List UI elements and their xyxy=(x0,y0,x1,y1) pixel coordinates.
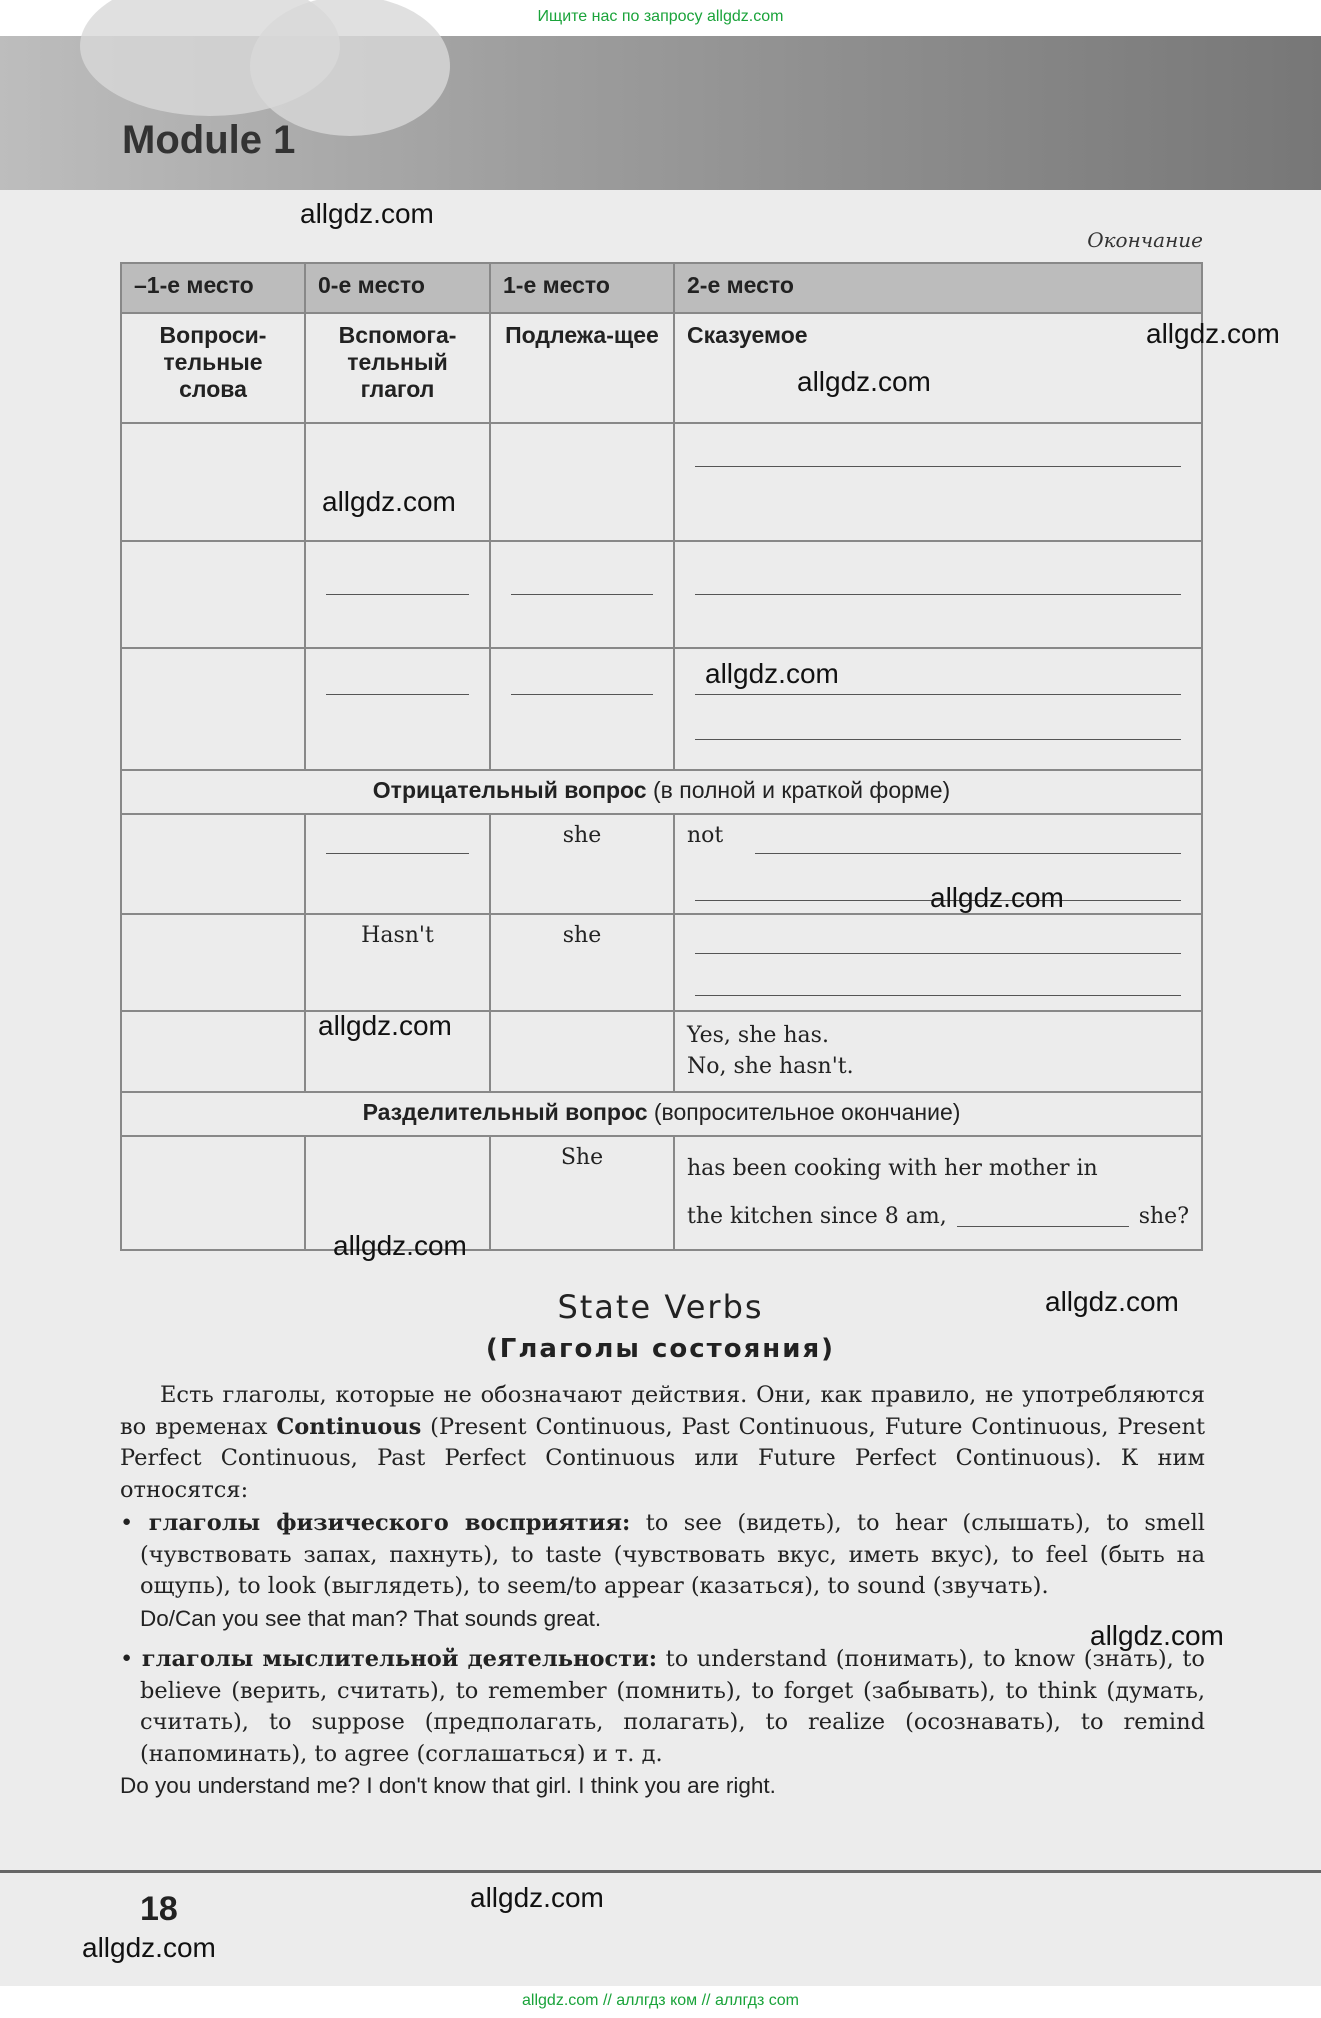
table-row xyxy=(121,423,1202,541)
footer-rule xyxy=(0,1870,1321,1873)
predicate-end: she? xyxy=(1138,1204,1189,1229)
blank-line xyxy=(695,995,1181,996)
tag-question-label-row xyxy=(121,1092,1202,1136)
bullet-heading: глаголы физического восприятия: xyxy=(148,1510,631,1536)
title-cell: Вспомога-тельный глагол xyxy=(305,313,490,423)
title-cell: Вопроси-тельные слова xyxy=(121,313,305,423)
subject-cell: she xyxy=(490,814,674,914)
blank-line xyxy=(695,466,1181,467)
watermark: allgdz.com xyxy=(1090,1620,1224,1651)
subject-cell: she xyxy=(490,914,674,1011)
negative-note: (в полной и краткой форме) xyxy=(652,777,951,803)
page-number: 18 xyxy=(140,1890,178,1928)
subject-cell: She xyxy=(490,1136,674,1250)
watermark: allgdz.com xyxy=(300,198,434,229)
watermark: allgdz.com xyxy=(1045,1286,1179,1317)
bullet-text: to understand (понимать), to know (знать), to believe (верить, считать), to remember (помнить), to forget (забывать), to think (думать, считать), to suppose (предполагать, полагать), to realize (осознавать), to remind (напоминать), to agree (соглашаться) и т. д. xyxy=(140,1646,1205,1767)
example-1: Do/Can you see that man? That sounds great. xyxy=(140,1605,602,1631)
header-cell: 0-е место xyxy=(305,263,490,313)
watermark: allgdz.com xyxy=(82,1932,216,1963)
header-cell: 1-е место xyxy=(490,263,674,313)
header-cell: 2-е место xyxy=(674,263,1202,313)
intro-text: Есть глаголы, которые не обозначают действия. Они, как правило, не употребляются во временах xyxy=(120,1382,1205,1440)
table-row xyxy=(121,1136,1202,1250)
watermark: allgdz.com xyxy=(797,366,931,397)
module-title: Module 1 xyxy=(122,118,296,162)
predicate-text: not xyxy=(687,823,724,848)
answer-yes: Yes, she has. xyxy=(687,1023,829,1048)
word-order-table xyxy=(120,262,1203,1251)
section-subtitle: (Глаголы состояния) xyxy=(485,1334,836,1364)
top-banner[interactable]: Ищите нас по запросу allgdz.com xyxy=(537,8,784,25)
predicate-text: has been cooking with her mother in xyxy=(687,1156,1098,1181)
continuation-label: Окончание xyxy=(1087,228,1203,252)
negative-question-label-row xyxy=(121,770,1202,814)
header-band xyxy=(0,36,1321,190)
table-row xyxy=(121,1011,1202,1092)
blank-line xyxy=(695,953,1181,954)
aux-cell: Hasn't xyxy=(305,914,490,1011)
tag-label: Разделительный вопрос xyxy=(362,1099,648,1125)
rule-text: Есть глаголы, которые не обозначают действия. Они, как правило, не употребляются во временах Continuous (Present Continuous, Past Continuous, Future Continuous, Present Perfect Continuous, Past Perfect Continuous или Future Perfect Continuous). К ним относятся: • глаголы физического восприятия: to see (видеть), to hear (слышать), to smell (чувствовать запах, пахнуть), to taste (чувствовать вкус, иметь вкус), to feel (быть на ощупь), to look (выглядеть), to seem/to appear (казаться), to sound (звучать). Do/Can you see that man? That sounds great. • глаголы мыслительной деятельности: to understand (понимать), to know (знать), to believe (верить, считать), to remember (помнить), to forget (забывать), to think (думать, считать), to suppose (предполагать, полагать), to realize (осознавать), to remind (напоминать), to agree (соглашаться) и т. д. Do you understand me? I don't know that girl. I think you are right. xyxy=(120,1380,1205,1802)
example-2: Do you understand me? I don't know that girl. I think you are right. xyxy=(120,1773,776,1798)
blank-line xyxy=(326,853,469,854)
watermark: allgdz.com xyxy=(470,1882,604,1913)
bullet-text: to see (видеть), to hear (слышать), to smell (чувствовать запах, пахнуть), to taste (чувствовать вкус, иметь вкус), to feel (быть на ощупь), to look (выглядеть), to seem/to appear (казаться), to sound (звучать). xyxy=(140,1510,1205,1599)
tag-note: (вопросительное окончание) xyxy=(653,1099,961,1125)
blank-line xyxy=(511,594,653,595)
intro-text: (Present Continuous, Past Continuous, Future Continuous, Present Perfect Continuous, Past Perfect Continuous или Future Perfect Continuous). К ним относятся: xyxy=(120,1413,1205,1503)
blank-line xyxy=(695,594,1181,595)
watermark: allgdz.com xyxy=(322,486,456,517)
header-row xyxy=(121,263,1202,313)
negative-label: Отрицательный вопрос xyxy=(372,777,647,803)
table-row xyxy=(121,541,1202,648)
intro-bold: Continuous xyxy=(276,1413,422,1440)
watermark: allgdz.com xyxy=(930,882,1064,913)
blank-line xyxy=(511,694,653,695)
watermark: allgdz.com xyxy=(705,658,839,689)
blank-line xyxy=(326,594,469,595)
table-row xyxy=(121,914,1202,1011)
watermark: allgdz.com xyxy=(1146,318,1280,349)
title-cell: Подлежа-щее xyxy=(490,313,674,423)
header-cell: –1-е место xyxy=(121,263,305,313)
watermark: allgdz.com xyxy=(333,1230,467,1261)
titles-row xyxy=(121,313,1202,423)
blank-line xyxy=(695,694,1181,695)
predicate-text: the kitchen since 8 am, xyxy=(687,1204,947,1229)
blank-line xyxy=(326,694,469,695)
table-row xyxy=(121,648,1202,770)
watermark: allgdz.com xyxy=(318,1010,452,1041)
title-cell: Сказуемое xyxy=(674,313,1202,423)
blank-line xyxy=(695,739,1181,740)
section-title: State Verbs xyxy=(557,1288,764,1326)
answer-no: No, she hasn't. xyxy=(687,1054,854,1079)
bullet-heading: глаголы мыслительной деятельности: xyxy=(141,1646,658,1672)
blank-line xyxy=(755,853,1181,854)
bottom-banner[interactable]: allgdz.com // аллгдз ком // аллгдз com xyxy=(0,1988,1321,2018)
